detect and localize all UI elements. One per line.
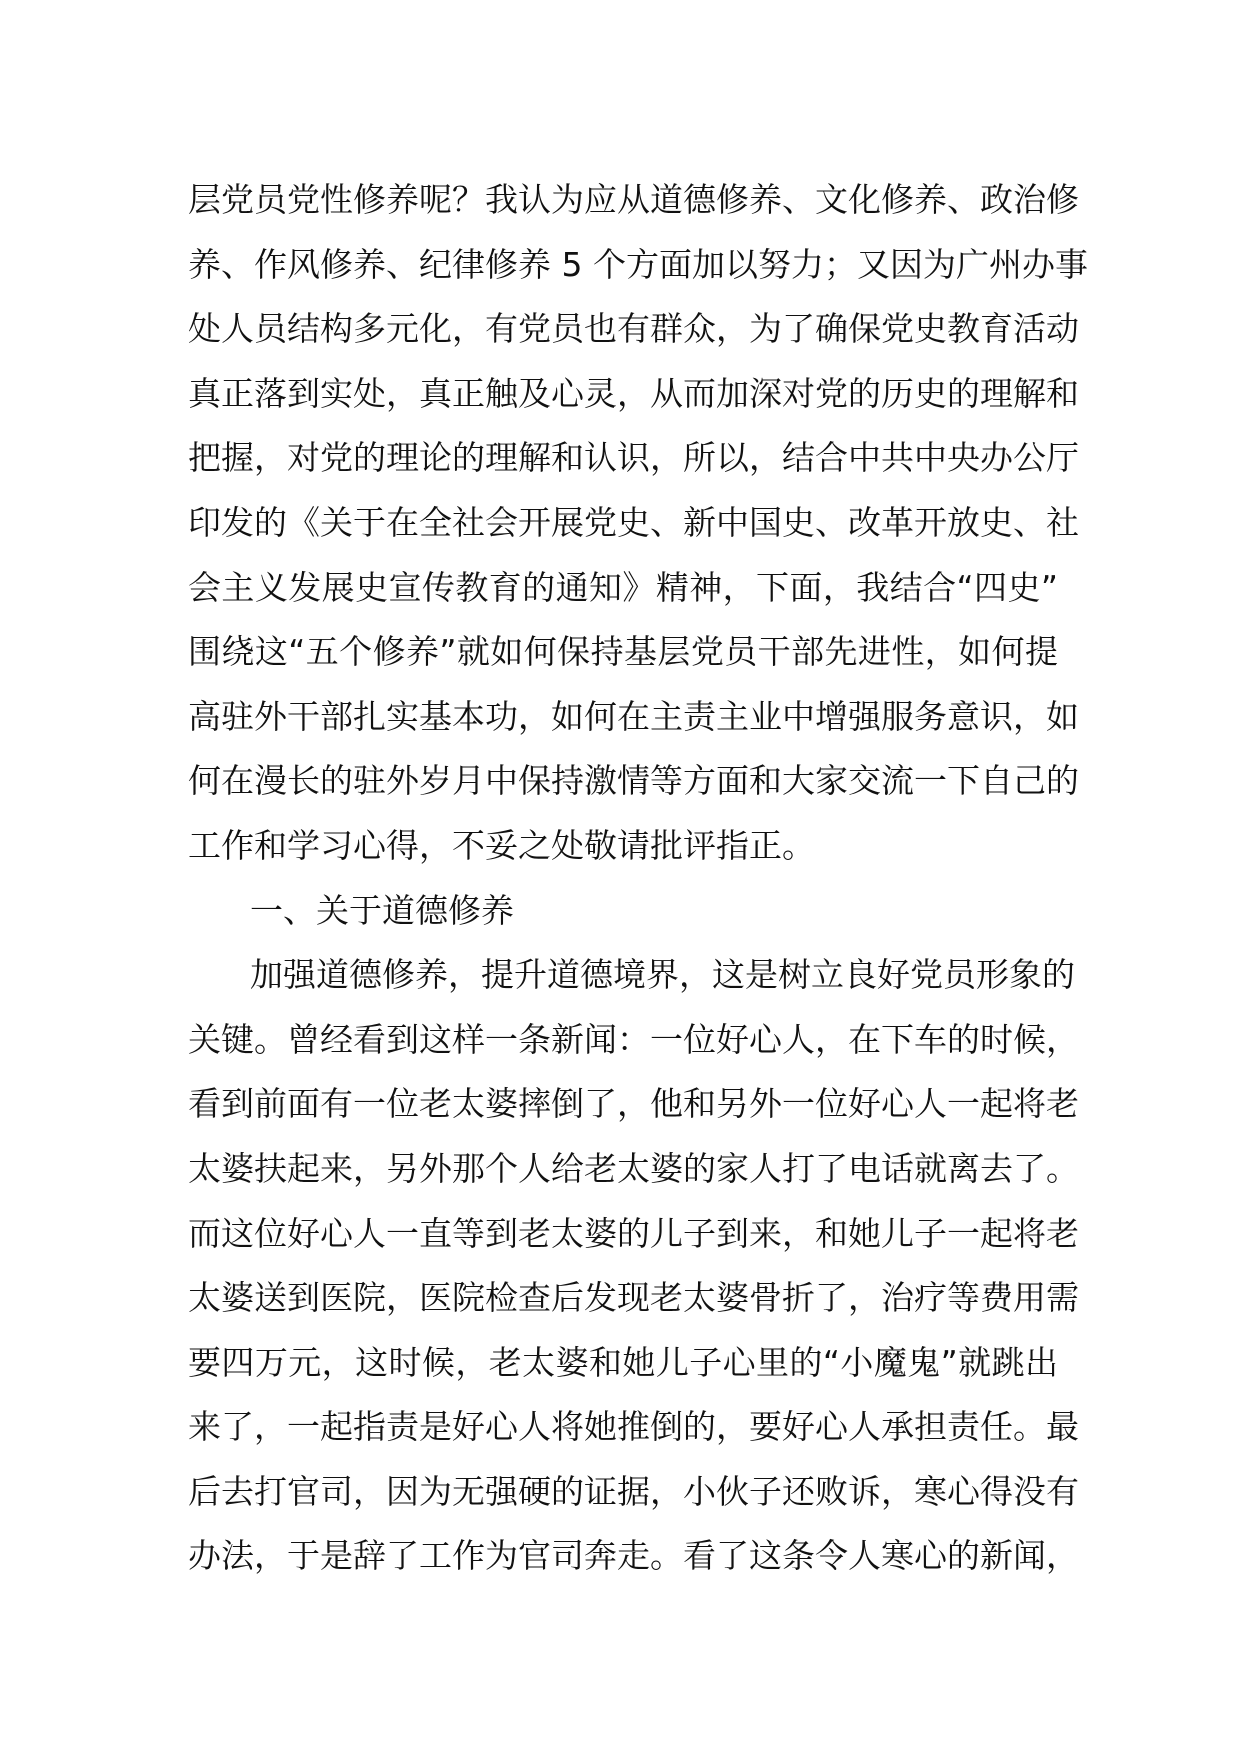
body-line: 关键。曾经看到这样一条新闻：一位好心人，在下车的时候， xyxy=(188,1019,1079,1059)
body-line: 后去打官司，因为无强硬的证据，小伙子还败诉，寒心得没有 xyxy=(188,1471,1079,1511)
document-body xyxy=(188,168,1088,1589)
body-line: 养、作风修养、纪律修养 5 个方面加以努力；又因为广州办事 xyxy=(188,244,1088,284)
paragraph-end-line: 工作和学习心得，不妥之处敬请批评指正。 xyxy=(188,825,815,865)
body-line: 太婆扶起来，另外那个人给老太婆的家人打了电话就离去了。 xyxy=(188,1148,1079,1188)
section-heading: 一、关于道德修养 xyxy=(250,890,514,930)
body-line: 真正落到实处，真正触及心灵，从而加深对党的历史的理解和 xyxy=(188,373,1079,413)
body-line: 太婆送到医院，医院检查后发现老太婆骨折了，治疗等费用需 xyxy=(188,1278,1079,1318)
body-line: 何在漫长的驻外岁月中保持激情等方面和大家交流一下自己的 xyxy=(188,761,1079,801)
body-line: 来了，一起指责是好心人将她推倒的，要好心人承担责任。最 xyxy=(188,1407,1079,1447)
body-line: 会主义发展史宣传教育的通知》精神，下面，我结合“四史” xyxy=(188,567,1058,607)
paragraph-first-line: 加强道德修养，提升道德境界，这是树立良好党员形象的 xyxy=(250,955,1075,995)
body-line: 处人员结构多元化，有党员也有群众，为了确保党史教育活动 xyxy=(188,309,1079,349)
body-line: 围绕这“五个修养”就如何保持基层党员干部先进性，如何提 xyxy=(188,632,1058,672)
body-line: 把握，对党的理论的理解和认识，所以，结合中共中央办公厅 xyxy=(188,438,1079,478)
body-line: 高驻外干部扎实基本功，如何在主责主业中增强服务意识，如 xyxy=(188,696,1079,736)
body-line: 办法，于是辞了工作为官司奔走。看了这条令人寒心的新闻， xyxy=(188,1536,1079,1576)
body-line: 而这位好心人一直等到老太婆的儿子到来，和她儿子一起将老 xyxy=(188,1213,1079,1253)
body-line: 层党员党性修养呢？我认为应从道德修养、文化修养、政治修 xyxy=(188,180,1079,219)
body-line: 印发的《关于在全社会开展党史、新中国史、改革开放史、社 xyxy=(188,502,1079,542)
body-line: 看到前面有一位老太婆摔倒了，他和另外一位好心人一起将老 xyxy=(188,1084,1079,1124)
body-line: 要四万元，这时候，老太婆和她儿子心里的“小魔鬼”就跳出 xyxy=(188,1342,1058,1382)
